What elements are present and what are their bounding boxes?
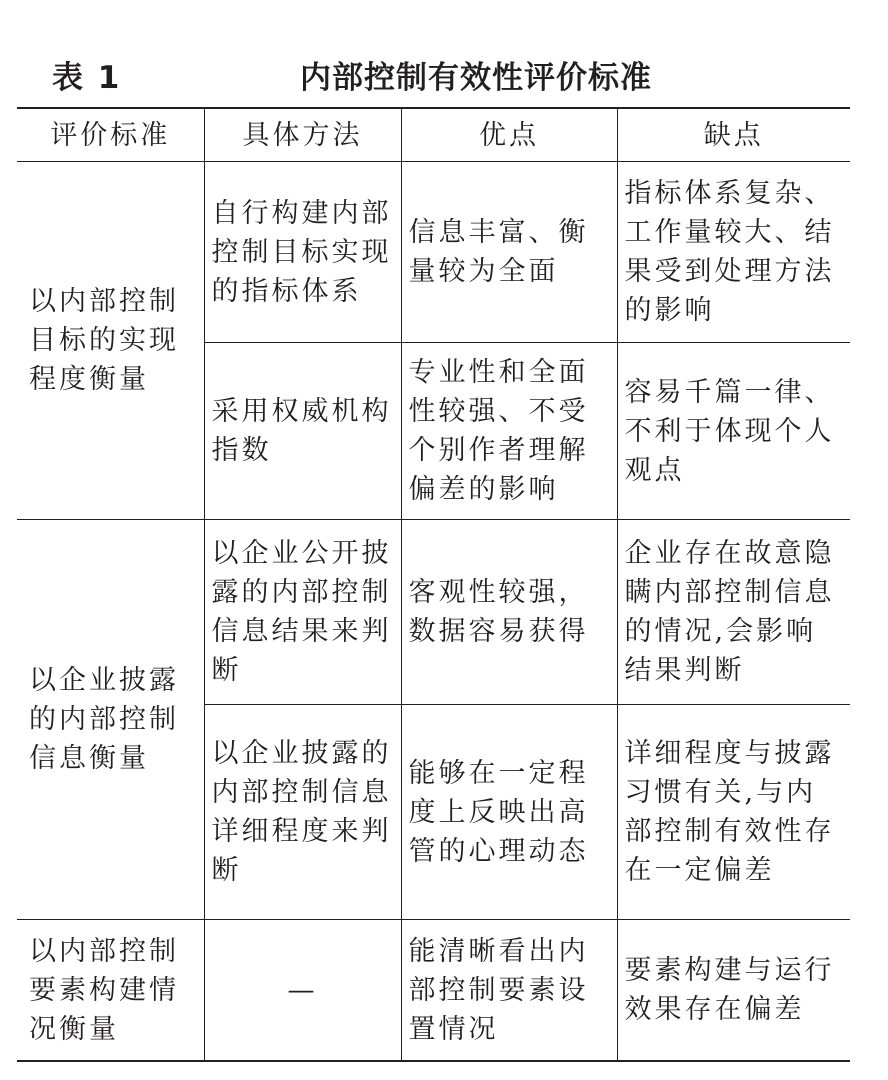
- table-caption: [0, 46, 888, 106]
- cons-cell: 指标体系复杂、工作量较大、结果受到处理方法的影响: [617, 162, 850, 343]
- cons-cell: 详细程度与披露习惯有关,与内部控制有效性存在一定偏差: [617, 705, 850, 920]
- method-cell: 以企业公开披露的内部控制信息结果来判断: [204, 520, 401, 705]
- table-row: [17, 520, 850, 705]
- header-method: 具体方法: [204, 108, 401, 162]
- cons-cell: 容易千篇一律、不利于体现个人观点: [617, 343, 850, 520]
- pros-cell: 能够在一定程度上反映出高管的心理动态: [401, 705, 617, 920]
- evaluation-criteria-table: [17, 107, 850, 1062]
- criteria-cell: 以内部控制要素构建情况衡量: [17, 920, 204, 1062]
- header-cons: 缺点: [617, 108, 850, 162]
- method-cell: 以企业披露的内部控制信息详细程度来判断: [204, 705, 401, 920]
- pros-cell: 客观性较强，数据容易获得: [401, 520, 617, 705]
- table-title: 内部控制有效性评价标准: [300, 60, 652, 96]
- table-header-row: [17, 108, 850, 162]
- table-row: [17, 162, 850, 343]
- method-cell: —: [204, 920, 401, 1062]
- table-row: [17, 920, 850, 1062]
- method-cell: 自行构建内部控制目标实现的指标体系: [204, 162, 401, 343]
- cons-cell: 企业存在故意隐瞒内部控制信息的情况,会影响结果判断: [617, 520, 850, 705]
- header-pros: 优点: [401, 108, 617, 162]
- cons-cell: 要素构建与运行效果存在偏差: [617, 920, 850, 1062]
- header-criteria: 评价标准: [17, 108, 204, 162]
- table-number: 表 1: [52, 60, 122, 96]
- pros-cell: 专业性和全面性较强、不受个别作者理解偏差的影响: [401, 343, 617, 520]
- method-cell: 采用权威机构指数: [204, 343, 401, 520]
- criteria-cell: 以企业披露的内部控制信息衡量: [17, 520, 204, 920]
- criteria-cell: 以内部控制目标的实现程度衡量: [17, 162, 204, 520]
- pros-cell: 信息丰富、衡量较为全面: [401, 162, 617, 343]
- pros-cell: 能清晰看出内部控制要素设置情况: [401, 920, 617, 1062]
